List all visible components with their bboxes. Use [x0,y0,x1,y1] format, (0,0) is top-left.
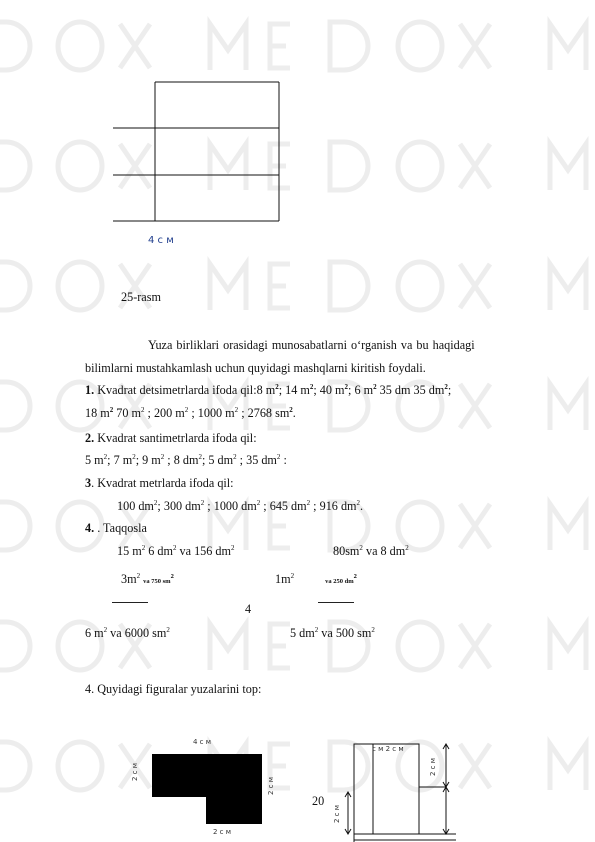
exercise-2-values: 5 $m^2$; 7 $m^2$; 9 $m^2$ ; 8 $dm^2$; 5 $dm^2$ ; 35 $dm^2$ : [85,453,287,467]
intro-line-1: Yuza birliklari orasidagi munosabatlarni o‘rganish va bu haqidagi [148,338,475,352]
outlined-shape-top-label: с м 2 с м [372,745,404,753]
compare-row-2-right: $1m^2$ va 250 $dm^2$ [275,572,357,586]
l-shape-top-label: 4 с м [193,738,212,746]
exercise-2-number: 2. [85,431,95,445]
outlined-shape-right-label: 2 с м [429,757,438,777]
fraction-denominator: 4 [245,602,252,616]
compare-row-2-left: $3m^2$ va 750 $sm^2$ [121,572,174,586]
compare-row-3-right: 5 $dm^2$ va 500 $sm^2$ [290,626,375,640]
exercise-1-line-1: 1. Kvadrat detsimetrlarda ifoda qil:8 $m^2$; 14 $m^2$; 40 $m^2$; 6 $m^2$ 35 dm 35 $dm^2$; [85,383,452,397]
exercise-1-number: 1. [85,383,95,397]
figure-25-caption: 25-rasm [121,290,161,304]
exercise-figures-heading: 4. Quyidagi figuralar yuzalarini top: [85,682,262,696]
outlined-shape-left-label: 2 с м [333,804,342,824]
exercise-3-number: 3 [85,476,92,490]
compare-row-3-left: 6 $m^2$ va 6000 $sm^2$ [85,626,170,640]
compare-row-1-left: 15 $m^2$ 6 $dm^2$ va 156 $dm^2$ [117,544,235,558]
l-shape-left-label: 2 с м [131,762,140,782]
l-shape-bottom-label: 2 с м [213,828,232,836]
page-number: 20 [312,794,325,808]
intro-line-2: bilimlarni mustahkamlash uchun quyidagi mashqlarni kiritish foydali. [85,361,426,375]
figure-25-dimension-label: 4 с м [148,235,174,246]
exercise-3-values: 100 $dm^2$; 300 $dm^2$ ; 1000 $dm^2$ ; 645 $dm^2$ ; 916 $dm^2$. [117,499,364,513]
exercise-2-heading: 2. Kvadrat santimetrlarda ifoda qil: [85,431,257,445]
exercise-4-number: 4. [85,521,95,535]
l-shape-right-label: 2 с м [267,776,276,796]
compare-row-1-right: $80sm^2$ va 8 $dm^2$ [333,544,409,558]
exercise-4-heading: 4. . Taqqosla [85,521,147,535]
exercise-1-line-2: 18 $m^2$ 70 $m^2$ ; 200 $m^2$ ; 1000 $m^2$ ; 2768 $sm^2$. [85,406,296,420]
exercise-3-heading: 3. Kvadrat metrlarda ifoda qil: [85,476,234,490]
